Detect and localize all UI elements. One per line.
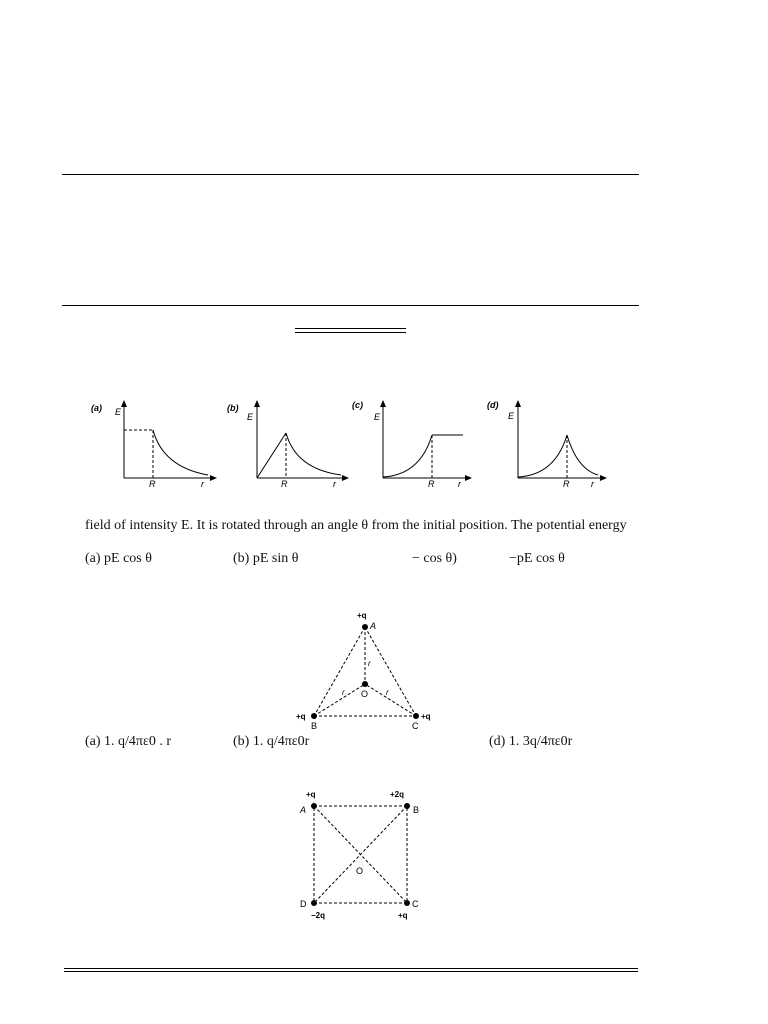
graph-a-x-axis: r — [201, 479, 204, 489]
graph-b-x-tick: R — [281, 479, 288, 489]
triangle-label-c: C — [412, 721, 419, 731]
dipole-option-d: −pE cos θ — [509, 551, 565, 566]
potential-option-d: (d) 1. 3q/4πε0r — [489, 734, 573, 749]
graph-c-x-axis: r — [458, 479, 461, 489]
section-divider-top — [62, 174, 639, 175]
triangle-side-r3: r — [386, 688, 389, 697]
triangle-side-r1: r — [368, 659, 371, 668]
footer-rule-1 — [64, 968, 638, 969]
square-charge-c-dot — [404, 900, 410, 906]
graph-d — [487, 400, 607, 489]
square-charge-c: +q — [398, 911, 408, 920]
graph-a-y-axis: E — [115, 407, 122, 417]
square-label-d: D — [300, 899, 307, 909]
graph-b-y-axis: E — [247, 412, 254, 422]
field-graphs — [0, 395, 768, 495]
section-divider-middle — [62, 305, 639, 306]
triangle-charge-a: +q — [357, 611, 367, 620]
square-label-a: A — [300, 805, 307, 815]
graph-c-x-tick: R — [428, 479, 435, 489]
triangle-side-r2: r — [342, 688, 345, 697]
graph-d-x-axis: r — [591, 479, 594, 489]
square-charge-diagram — [290, 786, 440, 926]
triangle-label-a: A — [370, 621, 377, 631]
dipole-option-a: (a) pE cos θ — [85, 551, 152, 566]
triangle-label-b: B — [311, 721, 318, 731]
square-center-o: O — [356, 866, 364, 876]
square-charge-b: +2q — [390, 790, 405, 799]
triangle-charge-diagram — [290, 608, 450, 738]
triangle-charge-b: +q — [296, 712, 306, 721]
square-charge-b-dot — [404, 803, 410, 809]
graph-c — [352, 400, 472, 489]
charge-c-dot — [413, 713, 419, 719]
center-o-dot — [362, 681, 368, 687]
graph-c-label: (c) — [352, 400, 363, 410]
graph-b-x-axis: r — [333, 479, 336, 489]
potential-option-b: (b) 1. q/4πε0r — [233, 734, 310, 749]
triangle-center-o: O — [361, 689, 369, 699]
graph-b-label: (b) — [227, 403, 239, 413]
charge-b-dot — [311, 713, 317, 719]
square-label-b: B — [413, 805, 420, 815]
square-charge-a-dot — [311, 803, 317, 809]
charge-a-dot — [362, 624, 368, 630]
title-underline-1 — [295, 328, 406, 329]
square-charge-d-dot — [311, 900, 317, 906]
square-charge-a: +q — [306, 790, 316, 799]
graph-a-x-tick: R — [149, 479, 156, 489]
footer-rule-2 — [64, 971, 638, 972]
square-label-c: C — [412, 899, 419, 909]
graph-a-label: (a) — [91, 403, 102, 413]
dipole-question-line: field of intensity E. It is rotated through an angle θ from the initial position. The potential energy — [85, 518, 627, 533]
graph-d-label: (d) — [487, 400, 499, 410]
potential-option-a: (a) 1. q/4πε0 . r — [85, 734, 172, 749]
square-charge-d: −2q — [311, 911, 326, 920]
dipole-option-b: (b) pE sin θ — [233, 551, 299, 566]
triangle-charge-c: +q — [421, 712, 431, 721]
graph-c-y-axis: E — [374, 412, 381, 422]
dipole-option-c: − cos θ) — [412, 551, 457, 566]
graph-b — [227, 400, 349, 489]
graph-d-y-axis: E — [508, 411, 515, 421]
graph-a — [91, 400, 217, 489]
graph-d-x-tick: R — [563, 479, 570, 489]
title-underline-2 — [295, 332, 406, 333]
